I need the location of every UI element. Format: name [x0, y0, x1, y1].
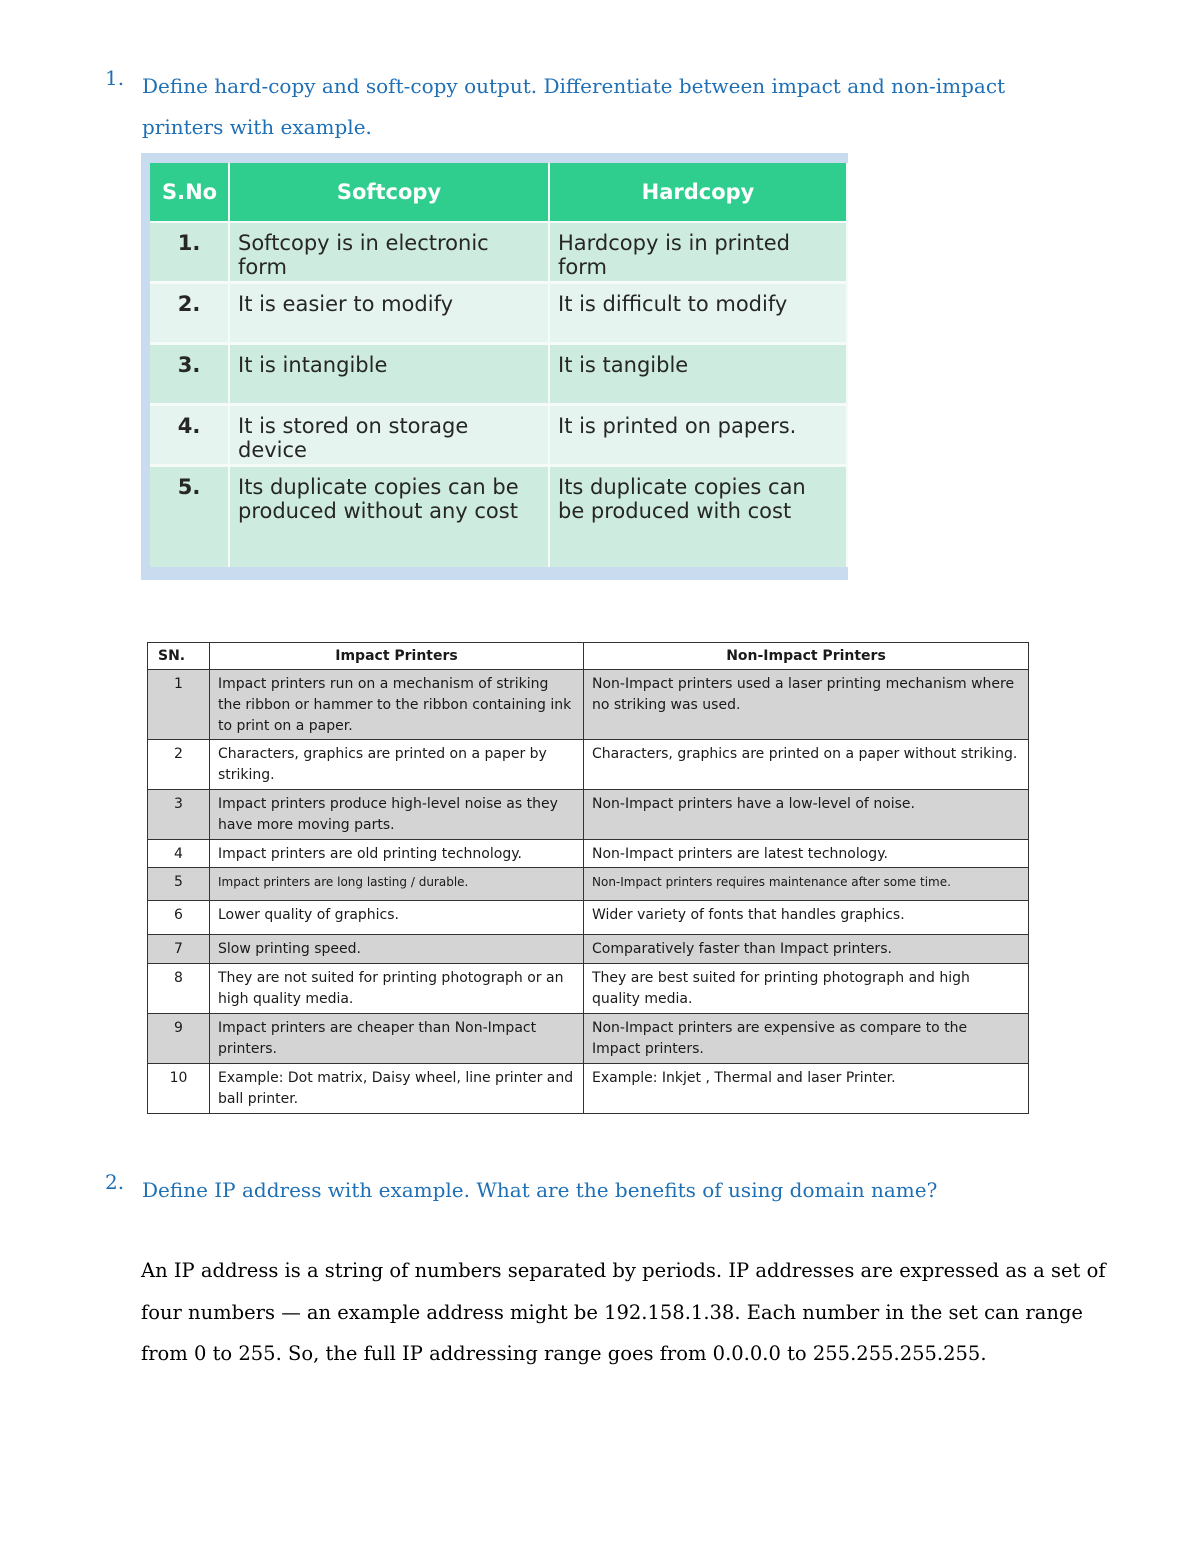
table-row	[148, 840, 1029, 868]
non-impact-cell: Non-Impact printers requires maintenance after some time.	[584, 868, 1029, 901]
non-impact-cell: Example: Inkjet , Thermal and laser Printer.	[584, 1064, 1029, 1114]
softcopy-cell: Its duplicate copies can be produced without any cost	[229, 466, 549, 568]
row-number: 5	[148, 868, 210, 901]
softcopy-cell: It is intangible	[229, 344, 549, 405]
table-row	[150, 222, 847, 283]
header-non-impact-printers: Non-Impact Printers	[584, 643, 1029, 670]
non-impact-cell: Comparatively faster than Impact printers.	[584, 935, 1029, 964]
row-number: 3.	[150, 344, 229, 405]
row-number: 4.	[150, 405, 229, 466]
non-impact-cell: Non-Impact printers are expensive as compare to the Impact printers.	[584, 1014, 1029, 1064]
header-impact-printers: Impact Printers	[210, 643, 584, 670]
non-impact-cell: Wider variety of fonts that handles graphics.	[584, 901, 1029, 935]
row-number: 2	[148, 740, 210, 790]
header-sn: SN.	[148, 643, 210, 670]
header-softcopy: Softcopy	[229, 163, 549, 222]
row-number: 4	[148, 840, 210, 868]
table-row	[148, 670, 1029, 740]
row-number: 2.	[150, 283, 229, 344]
hardcopy-cell: It is tangible	[549, 344, 847, 405]
row-number: 10	[148, 1064, 210, 1114]
hardcopy-cell: Hardcopy is in printed form	[549, 222, 847, 283]
answer-paragraph: An IP address is a string of numbers separated by periods. IP addresses are expressed as a set of four numbers — an example address might be 192.158.1.38. Each number in the set can range from 0 to 255. So, the full IP addressing range goes from 0.0.0.0 to 255.255.255.255.	[141, 1259, 1106, 1365]
impact-cell: Impact printers are old printing technology.	[210, 840, 584, 868]
non-impact-cell: Non-Impact printers are latest technology.	[584, 840, 1029, 868]
non-impact-cell: They are best suited for printing photograph and high quality media.	[584, 964, 1029, 1014]
impact-cell: Example: Dot matrix, Daisy wheel, line printer and ball printer.	[210, 1064, 584, 1114]
row-number: 9	[148, 1014, 210, 1064]
row-number: 1.	[150, 222, 229, 283]
hardcopy-cell: It is difficult to modify	[549, 283, 847, 344]
question-text: Define IP address with example. What are the benefits of using domain name?	[142, 1178, 938, 1202]
non-impact-cell: Characters, graphics are printed on a paper without striking.	[584, 740, 1029, 790]
impact-cell: Lower quality of graphics.	[210, 901, 584, 935]
header-hardcopy: Hardcopy	[549, 163, 847, 222]
table-row	[148, 964, 1029, 1014]
table-row	[148, 868, 1029, 901]
impact-cell: Impact printers are cheaper than Non-Impact printers.	[210, 1014, 584, 1064]
softcopy-hardcopy-table-image	[141, 153, 848, 580]
table-row	[150, 344, 847, 405]
row-number: 3	[148, 790, 210, 840]
softcopy-cell: It is stored on storage device	[229, 405, 549, 466]
table-row	[150, 283, 847, 344]
question-text: Define hard-copy and soft-copy output. Differentiate between impact and non-impact printers with example.	[142, 74, 1006, 139]
row-number: 6	[148, 901, 210, 935]
impact-cell: Impact printers produce high-level noise as they have more moving parts.	[210, 790, 584, 840]
question-number: 1.	[105, 66, 125, 90]
row-number: 5.	[150, 466, 229, 568]
table-row	[150, 405, 847, 466]
table-row	[148, 935, 1029, 964]
impact-cell: Slow printing speed.	[210, 935, 584, 964]
header-sno: S.No	[150, 163, 229, 222]
table-row	[148, 1014, 1029, 1064]
row-number: 7	[148, 935, 210, 964]
hardcopy-cell: Its duplicate copies can be produced with cost	[549, 466, 847, 568]
impact-cell: Impact printers run on a mechanism of striking the ribbon or hammer to the ribbon containing ink to print on a paper.	[210, 670, 584, 740]
non-impact-cell: Non-Impact printers have a low-level of noise.	[584, 790, 1029, 840]
question-number: 2.	[105, 1170, 125, 1194]
row-number: 8	[148, 964, 210, 1014]
impact-cell: They are not suited for printing photograph or an high quality media.	[210, 964, 584, 1014]
non-impact-cell: Non-Impact printers used a laser printing mechanism where no striking was used.	[584, 670, 1029, 740]
softcopy-cell: It is easier to modify	[229, 283, 549, 344]
row-number: 1	[148, 670, 210, 740]
softcopy-hardcopy-table	[150, 163, 848, 567]
table-row	[148, 740, 1029, 790]
softcopy-cell: Softcopy is in electronic form	[229, 222, 549, 283]
table-row	[148, 790, 1029, 840]
table-row	[150, 466, 847, 568]
impact-cell: Impact printers are long lasting / durable.	[210, 868, 584, 901]
printer-comparison-table	[147, 642, 1029, 1114]
table-row	[148, 1064, 1029, 1114]
impact-cell: Characters, graphics are printed on a paper by striking.	[210, 740, 584, 790]
table-row	[148, 901, 1029, 935]
hardcopy-cell: It is printed on papers.	[549, 405, 847, 466]
